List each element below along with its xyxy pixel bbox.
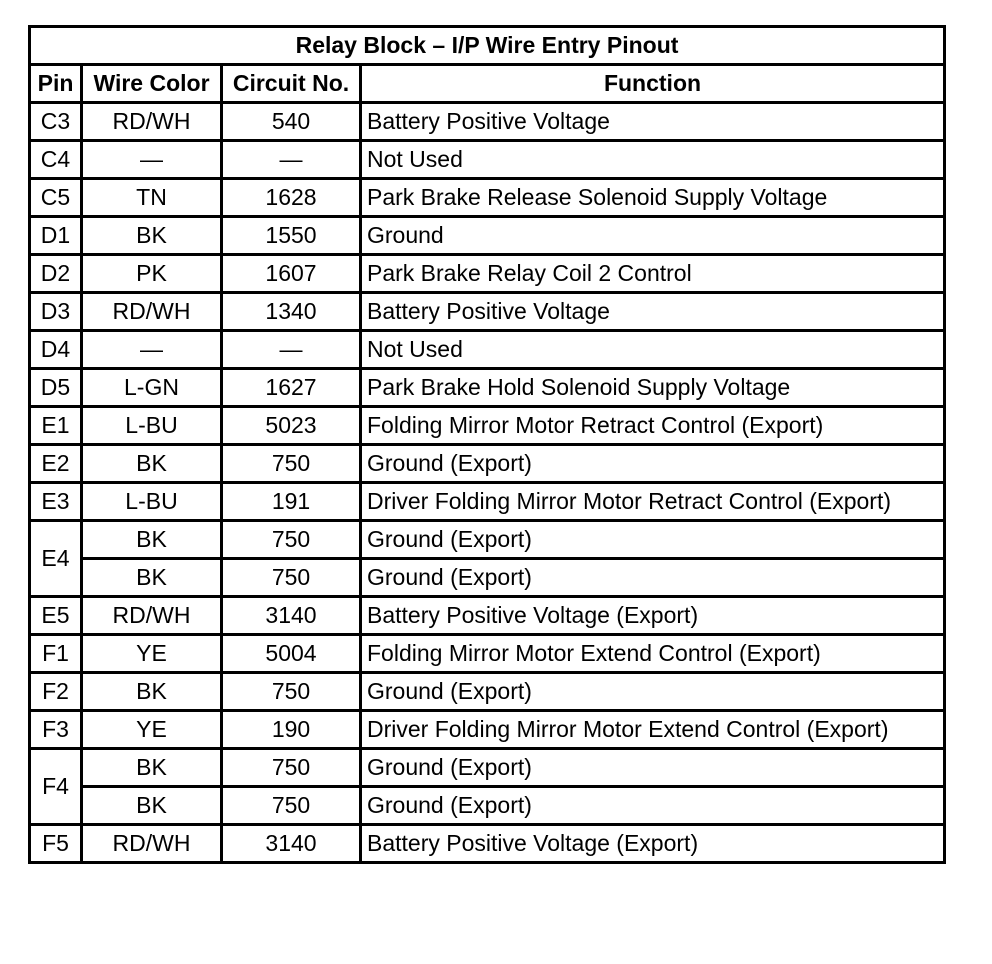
table-row [30, 369, 945, 407]
circuit-cell: 5023 [222, 407, 361, 445]
header-circuit-no: Circuit No. [222, 65, 361, 103]
table-row [30, 787, 945, 825]
function-cell: Battery Positive Voltage [361, 293, 945, 331]
table-row [30, 179, 945, 217]
function-cell: Ground (Export) [361, 787, 945, 825]
pin-cell: F1 [30, 635, 82, 673]
table-row [30, 103, 945, 141]
pin-cell: D1 [30, 217, 82, 255]
circuit-cell: 750 [222, 521, 361, 559]
wire-color-cell: YE [82, 711, 222, 749]
circuit-cell: 3140 [222, 825, 361, 863]
wire-color-cell: RD/WH [82, 825, 222, 863]
wire-color-cell: — [82, 141, 222, 179]
table-row [30, 293, 945, 331]
header-row [30, 65, 945, 103]
table-row [30, 673, 945, 711]
pin-cell: D3 [30, 293, 82, 331]
title-row [30, 27, 945, 65]
wire-color-cell: BK [82, 521, 222, 559]
circuit-cell: 540 [222, 103, 361, 141]
function-cell: Not Used [361, 331, 945, 369]
wire-color-cell: RD/WH [82, 293, 222, 331]
circuit-cell: 1628 [222, 179, 361, 217]
pin-cell: D4 [30, 331, 82, 369]
pin-cell: F4 [30, 749, 82, 825]
circuit-cell: 1340 [222, 293, 361, 331]
wire-color-cell: BK [82, 217, 222, 255]
function-cell: Battery Positive Voltage [361, 103, 945, 141]
circuit-cell: 3140 [222, 597, 361, 635]
table-row [30, 825, 945, 863]
circuit-cell: 750 [222, 787, 361, 825]
table-row [30, 597, 945, 635]
circuit-cell: 750 [222, 673, 361, 711]
function-cell: Park Brake Release Solenoid Supply Voltage [361, 179, 945, 217]
function-cell: Ground (Export) [361, 559, 945, 597]
function-cell: Driver Folding Mirror Motor Extend Control (Export) [361, 711, 945, 749]
function-cell: Folding Mirror Motor Extend Control (Export) [361, 635, 945, 673]
wire-color-cell: BK [82, 673, 222, 711]
circuit-cell: 750 [222, 445, 361, 483]
header-pin: Pin [30, 65, 82, 103]
pin-cell: C4 [30, 141, 82, 179]
table-row [30, 559, 945, 597]
function-cell: Park Brake Relay Coil 2 Control [361, 255, 945, 293]
table-row [30, 331, 945, 369]
table-row [30, 749, 945, 787]
wire-color-cell: RD/WH [82, 103, 222, 141]
table-row [30, 141, 945, 179]
circuit-cell: 1607 [222, 255, 361, 293]
circuit-cell: 191 [222, 483, 361, 521]
circuit-cell: 750 [222, 559, 361, 597]
pin-cell: E5 [30, 597, 82, 635]
wire-color-cell: BK [82, 787, 222, 825]
function-cell: Ground (Export) [361, 749, 945, 787]
function-cell: Battery Positive Voltage (Export) [361, 825, 945, 863]
circuit-cell: 5004 [222, 635, 361, 673]
circuit-cell: — [222, 331, 361, 369]
pin-cell: F5 [30, 825, 82, 863]
pin-cell: D5 [30, 369, 82, 407]
wire-color-cell: PK [82, 255, 222, 293]
table-row [30, 635, 945, 673]
table-row [30, 521, 945, 559]
function-cell: Driver Folding Mirror Motor Retract Control (Export) [361, 483, 945, 521]
wire-color-cell: — [82, 331, 222, 369]
wire-color-cell: RD/WH [82, 597, 222, 635]
wire-color-cell: TN [82, 179, 222, 217]
pin-cell: E4 [30, 521, 82, 597]
pin-cell: D2 [30, 255, 82, 293]
table-row [30, 407, 945, 445]
pin-cell: C3 [30, 103, 82, 141]
pin-cell: F3 [30, 711, 82, 749]
pin-cell: C5 [30, 179, 82, 217]
table-title: Relay Block – I/P Wire Entry Pinout [30, 27, 945, 65]
wire-color-cell: L-BU [82, 407, 222, 445]
table-row [30, 711, 945, 749]
header-function: Function [361, 65, 945, 103]
pin-cell: F2 [30, 673, 82, 711]
pinout-table [28, 25, 946, 864]
function-cell: Battery Positive Voltage (Export) [361, 597, 945, 635]
circuit-cell: 1550 [222, 217, 361, 255]
function-cell: Ground (Export) [361, 445, 945, 483]
pin-cell: E3 [30, 483, 82, 521]
wire-color-cell: BK [82, 749, 222, 787]
wire-color-cell: BK [82, 559, 222, 597]
wire-color-cell: BK [82, 445, 222, 483]
circuit-cell: 750 [222, 749, 361, 787]
function-cell: Ground (Export) [361, 673, 945, 711]
function-cell: Not Used [361, 141, 945, 179]
function-cell: Ground [361, 217, 945, 255]
table-row [30, 255, 945, 293]
table-row [30, 217, 945, 255]
function-cell: Ground (Export) [361, 521, 945, 559]
function-cell: Folding Mirror Motor Retract Control (Export) [361, 407, 945, 445]
table-row [30, 445, 945, 483]
circuit-cell: 190 [222, 711, 361, 749]
wire-color-cell: L-GN [82, 369, 222, 407]
wire-color-cell: YE [82, 635, 222, 673]
function-cell: Park Brake Hold Solenoid Supply Voltage [361, 369, 945, 407]
header-wire-color: Wire Color [82, 65, 222, 103]
pin-cell: E1 [30, 407, 82, 445]
circuit-cell: 1627 [222, 369, 361, 407]
circuit-cell: — [222, 141, 361, 179]
table-row [30, 483, 945, 521]
pin-cell: E2 [30, 445, 82, 483]
wire-color-cell: L-BU [82, 483, 222, 521]
